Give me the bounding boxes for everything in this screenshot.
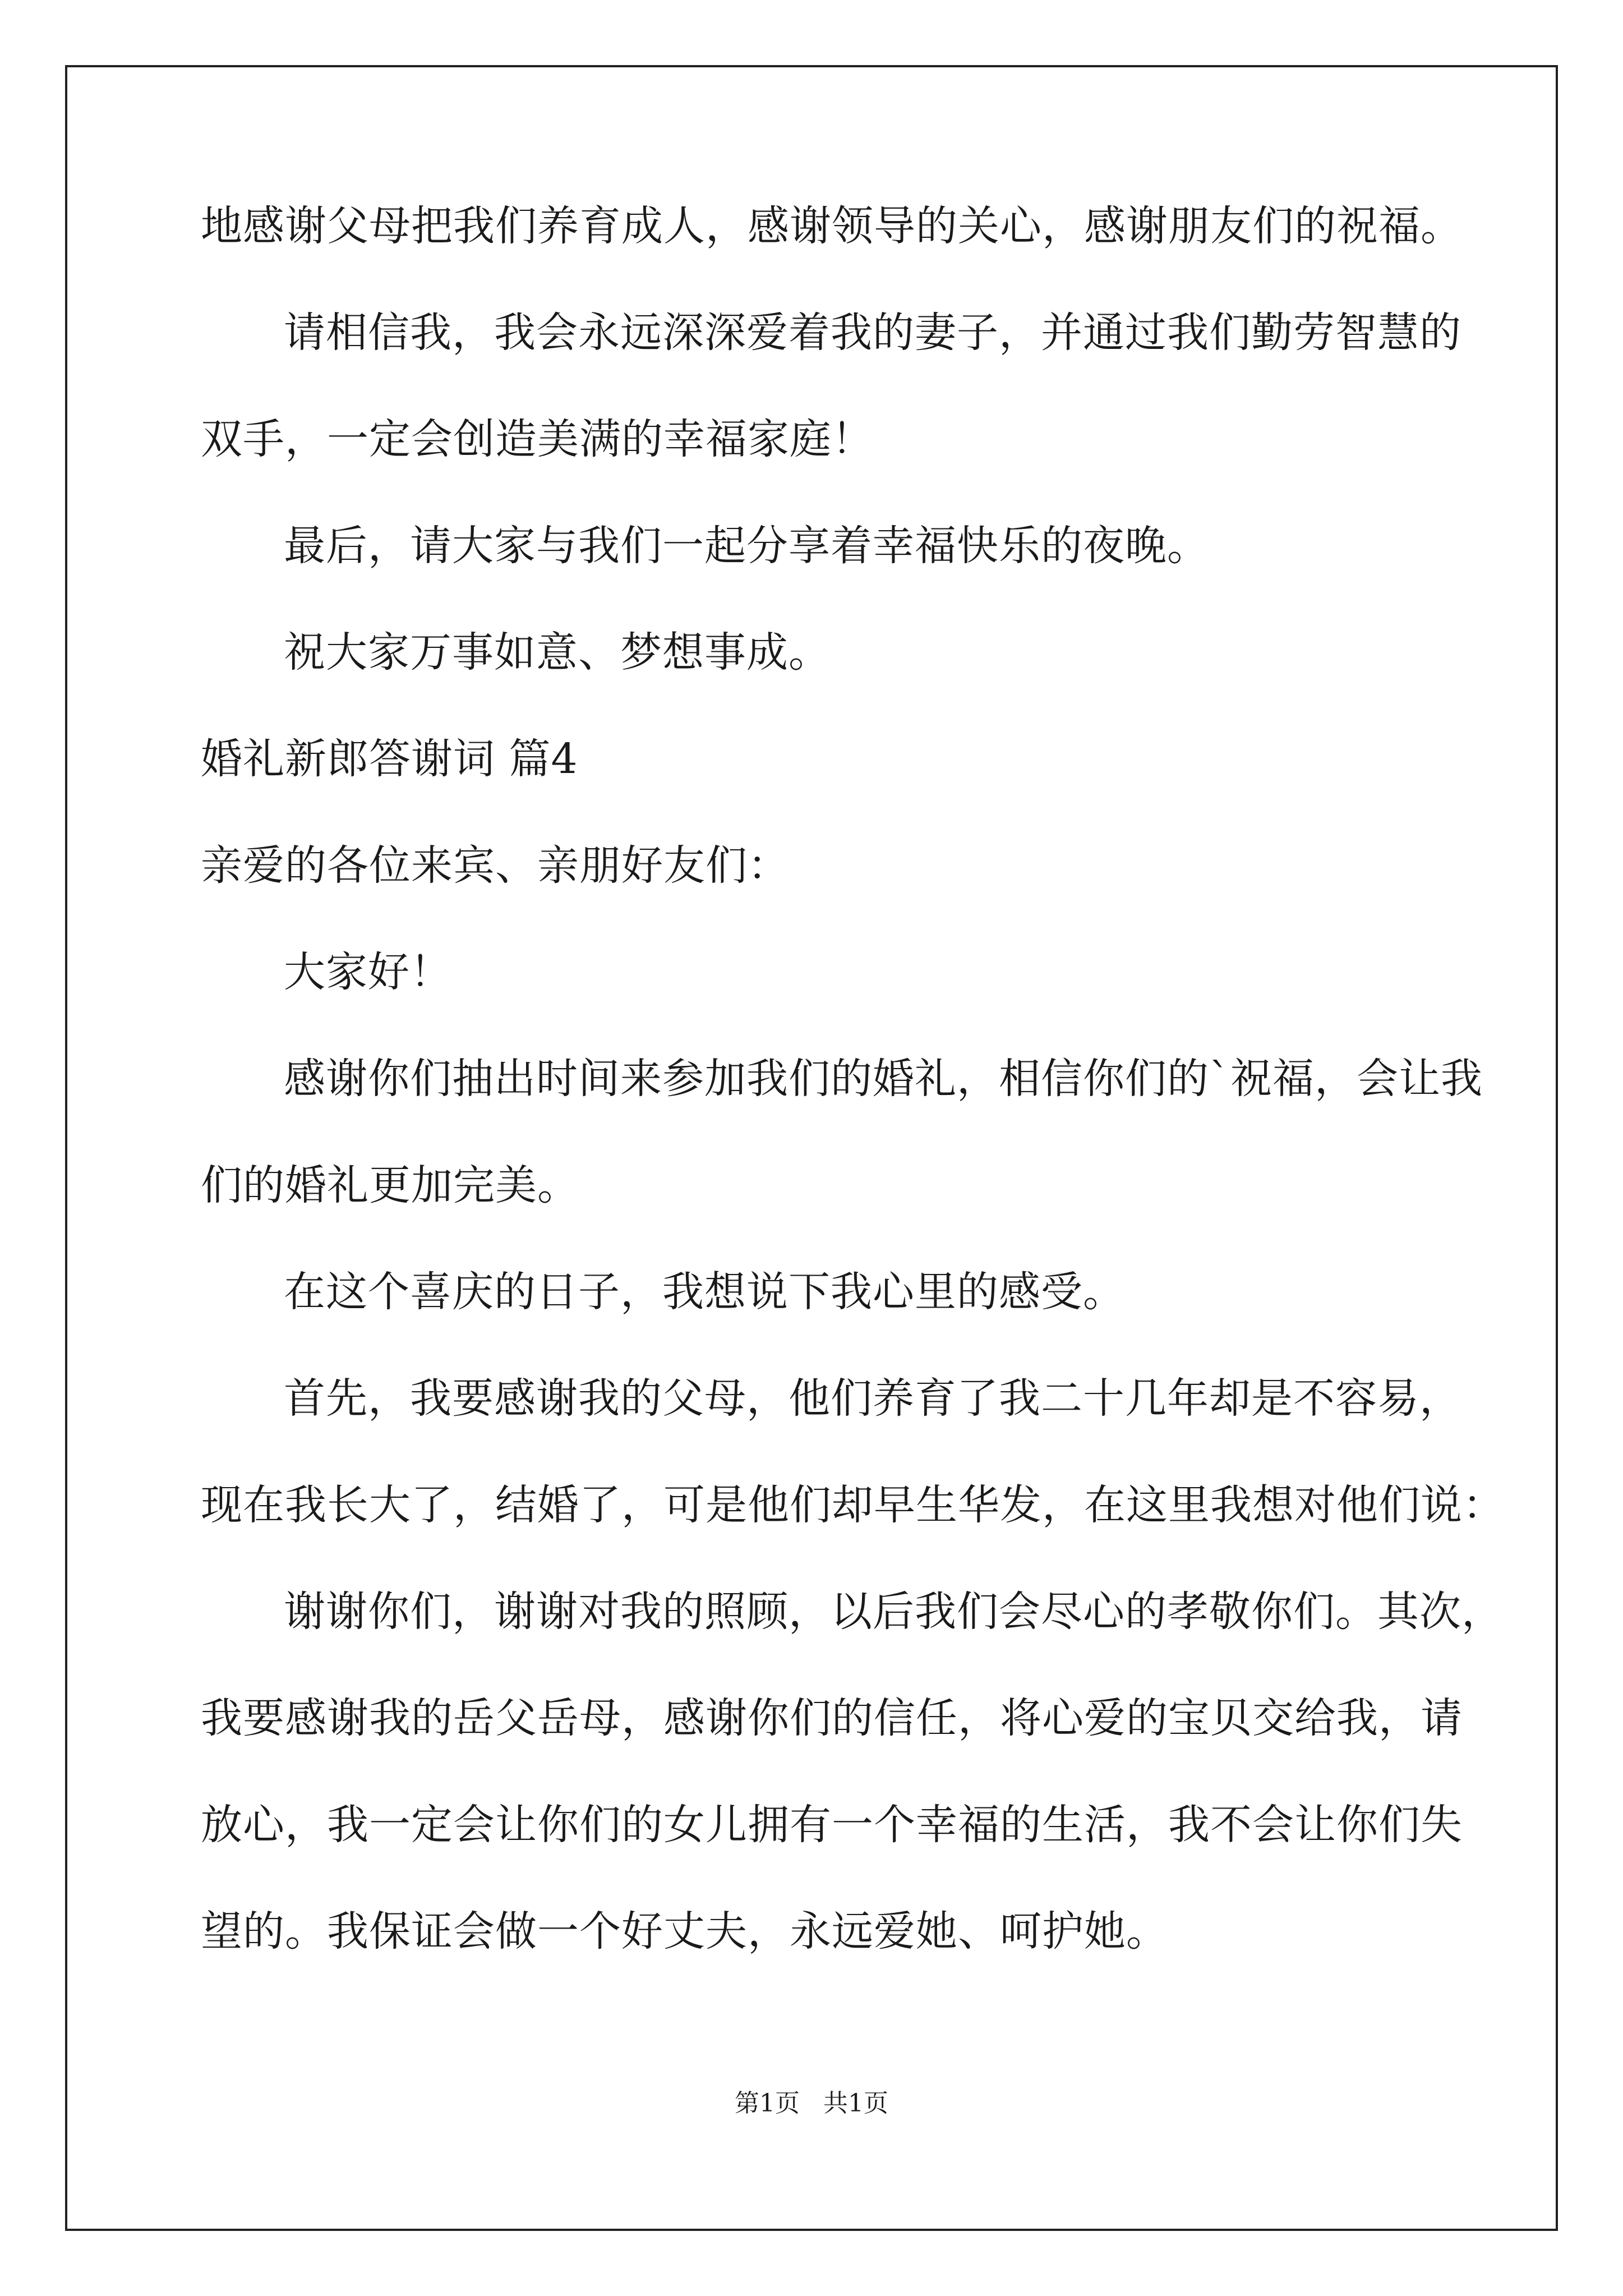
paragraph-line: 双手，一定会创造美满的幸福家庭！ — [201, 415, 874, 463]
page-number-footer: 第1页 共1页 — [735, 2089, 888, 2118]
paragraph-line: 望的。我保证会做一个好丈夫，永远爱她、呵护她。 — [201, 1907, 1168, 1955]
paragraph-line: 地感谢父母把我们养育成人，感谢领导的关心，感谢朋友们的祝福。 — [201, 202, 1463, 250]
paragraph-line: 我要感谢我的岳父岳母，感谢你们的信任，将心爱的宝贝交给我，请 — [201, 1694, 1463, 1742]
paragraph-line: 感谢你们抽出时间来参加我们的婚礼，相信你们的`祝福，会让我 — [284, 1055, 1483, 1103]
paragraph-line: 首先，我要感谢我的父母，他们养育了我二十几年却是不容易， — [284, 1374, 1461, 1423]
paragraph-line: 祝大家万事如意、梦想事成。 — [284, 628, 831, 677]
section-heading: 婚礼新郎答谢词 篇4 — [201, 735, 578, 783]
paragraph-line: 们的婚礼更加完美。 — [201, 1161, 579, 1209]
salutation: 亲爱的各位来宾、亲朋好友们： — [201, 841, 790, 890]
paragraph-line: 最后，请大家与我们一起分享着幸福快乐的夜晚。 — [284, 522, 1209, 570]
paragraph-line: 现在我长大了，结婚了，可是他们却早生华发，在这里我想对他们说： — [201, 1481, 1505, 1529]
paragraph-line: 谢谢你们，谢谢对我的照顾，以后我们会尽心的孝敬你们。其次， — [284, 1588, 1504, 1636]
paragraph-line: 在这个喜庆的日子，我想说下我心里的感受。 — [284, 1268, 1125, 1316]
greeting: 大家好！ — [284, 948, 452, 996]
paragraph-line: 请相信我，我会永远深深爱着我的妻子，并通过我们勤劳智慧的 — [284, 309, 1461, 357]
paragraph-line: 放心，我一定会让你们的女儿拥有一个幸福的生活，我不会让你们失 — [201, 1801, 1463, 1849]
